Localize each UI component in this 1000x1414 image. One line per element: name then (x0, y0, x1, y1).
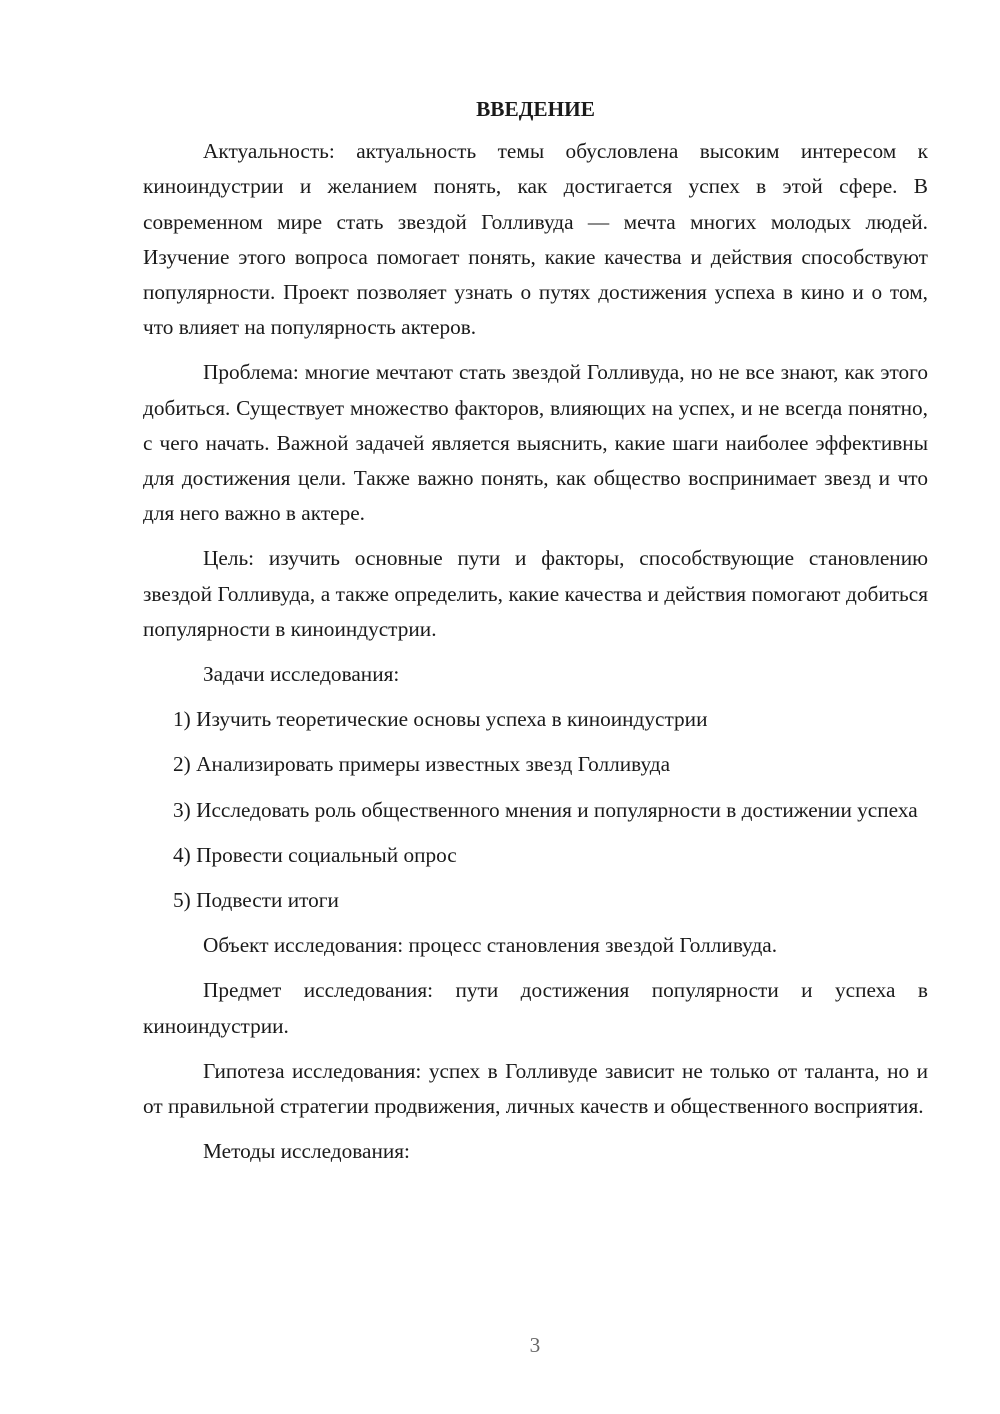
page-number: 3 (529, 1333, 541, 1357)
page-title: ВВЕДЕНИЕ (476, 97, 595, 121)
task-item-5: 5) Подвести итоги (173, 888, 339, 913)
paragraph-object: Объект исследования: процесс становления звездой Голливуда. (203, 933, 778, 958)
tasks-heading: Задачи исследования: (203, 662, 400, 687)
paragraph-hypothesis: Гипотеза исследования: успех в Голливуде зависит не только от таланта, но и от правильной стратегии продвижения, личных качеств и общественного восприятия. (143, 1058, 928, 1119)
page-content (143, 92, 928, 1179)
paragraph-problem: Проблема: многие мечтают стать звездой Голливуда, но не все знают, как этого добиться. Существует множество факторов, влияющих на успех, и не всегда понятно, с чего начать. Важной задачей является выяснить, какие шаги наиболее эффективны для достижения цели. Также важно понять, как общество воспринимает звезд и что для него важно в актере. (143, 360, 928, 526)
task-item-3: 3) Исследовать роль общественного мнения и популярности в достижении успеха (173, 797, 918, 822)
paragraph-actuality: Актуальность: актуальность темы обусловлена высоким интересом к киноиндустрии и желанием понять, как достигается успех в этой сфере. В современном мире стать звездой Голливуда — мечта многих молодых людей. Изучение этого вопроса помогает понять, какие качества и действия способствуют популярности. Проект позволяет узнать о путях достижения успеха в кино и о том, что влияет на популярность актеров. (143, 139, 928, 340)
task-item-4: 4) Провести социальный опрос (173, 842, 457, 867)
task-item-2: 2) Анализировать примеры известных звезд Голливуда (173, 752, 671, 777)
paragraph-goal: Цель: изучить основные пути и факторы, способствующие становлению звездой Голливуда, а также определить, какие качества и действия помогают добиться популярности в киноиндустрии. (143, 546, 928, 641)
task-item-1: 1) Изучить теоретические основы успеха в киноиндустрии (173, 707, 708, 732)
paragraph-subject: Предмет исследования: пути достижения популярности и успеха в киноиндустрии. (143, 978, 928, 1038)
methods-heading: Методы исследования: (203, 1139, 410, 1164)
